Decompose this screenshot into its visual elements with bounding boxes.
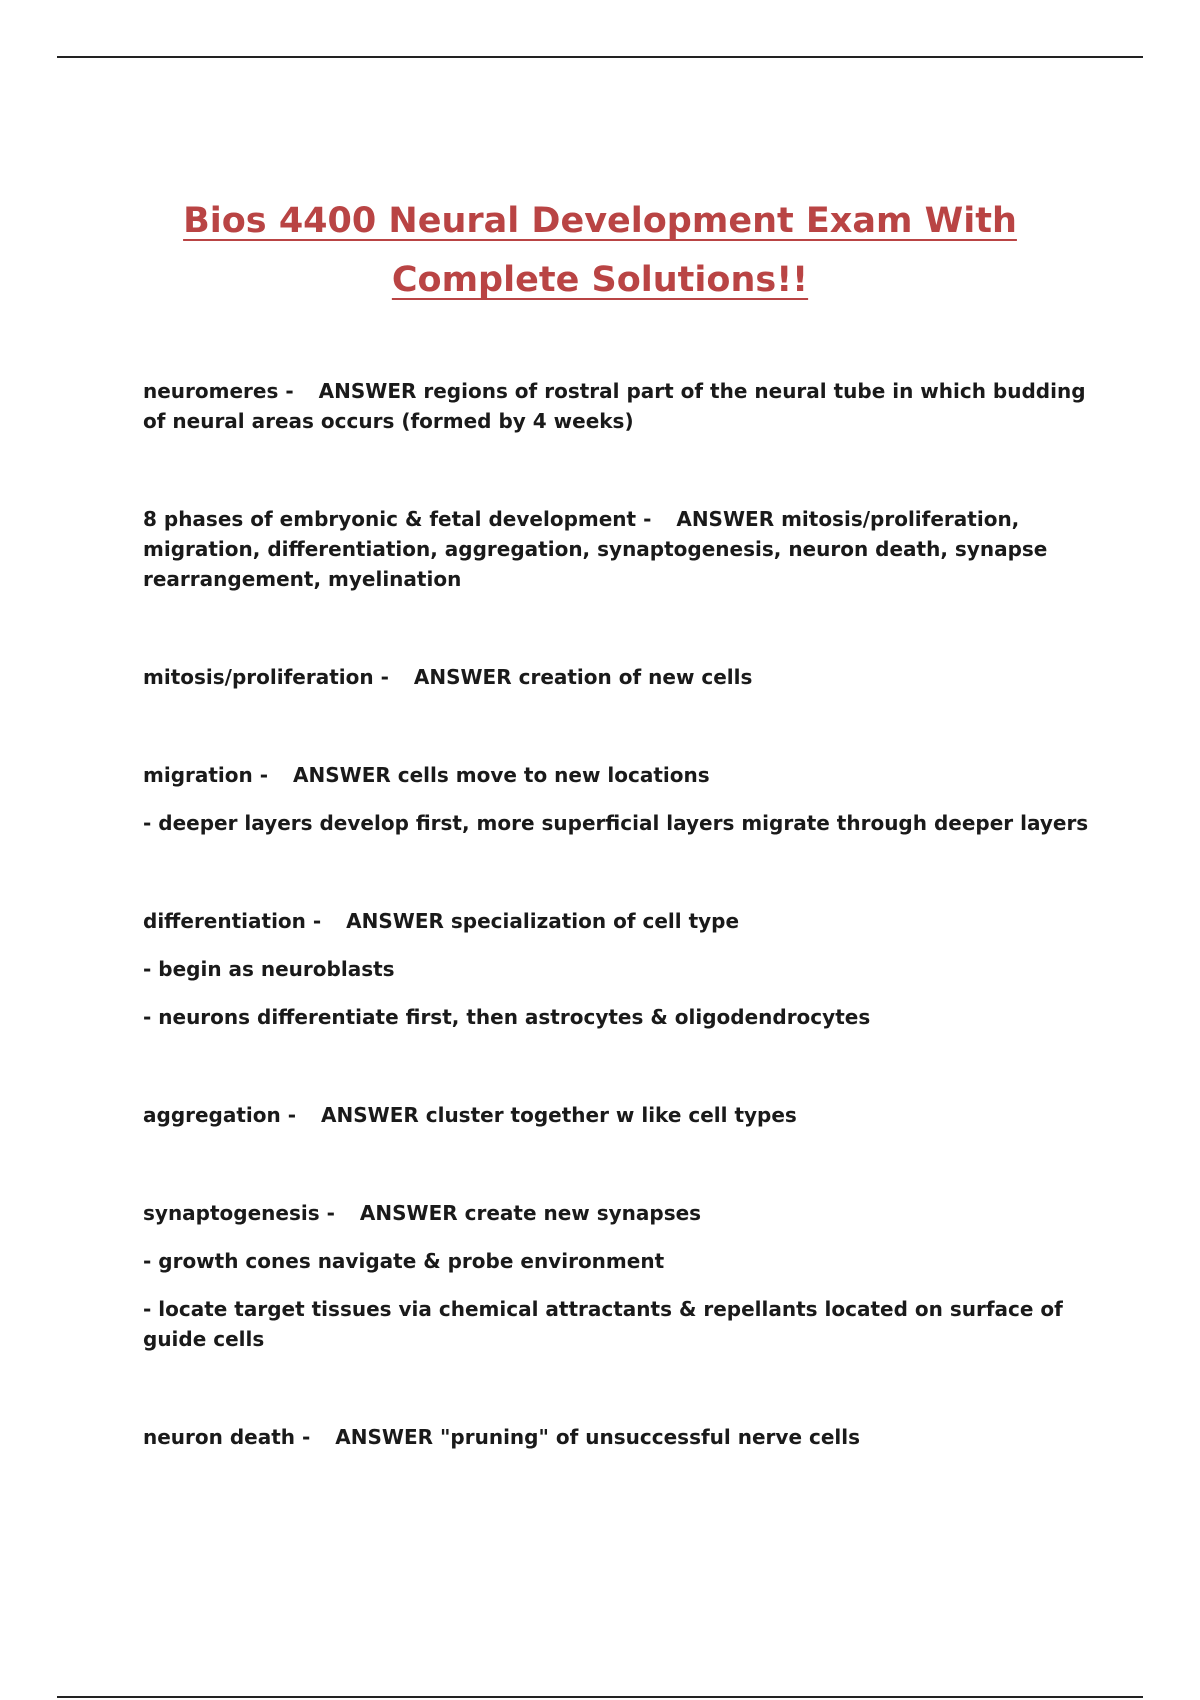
answer-label: ANSWER — [413, 665, 512, 689]
separator: - — [285, 379, 294, 403]
qa-entry-differentiation — [143, 906, 1103, 1032]
qa-line — [143, 1422, 1103, 1452]
qa-line — [143, 376, 1103, 436]
separator: - — [287, 1103, 297, 1127]
title-line-2: Complete Solutions!! — [391, 260, 809, 300]
qa-list — [143, 376, 1103, 1520]
answer-note: - neurons differentiate first, then astrocytes & oligodendrocytes — [143, 1005, 871, 1029]
answer-text: mitosis/proliferation, migration, differentiation, aggregation, synaptogenesis, neuron death, synapse rearrangement, myelination — [143, 507, 1048, 591]
term: synaptogenesis — [143, 1201, 320, 1225]
term: 8 phases of embryonic & fetal development — [143, 507, 637, 531]
answer-label: ANSWER — [676, 507, 775, 531]
qa-line — [143, 760, 1103, 790]
separator: - — [326, 1201, 335, 1225]
term: neuron death — [143, 1425, 296, 1449]
separator: - — [312, 909, 322, 933]
qa-entry-8-phases — [143, 504, 1103, 594]
top-rule — [57, 56, 1143, 58]
answer-label: ANSWER — [293, 763, 391, 787]
term: mitosis/proliferation — [143, 665, 374, 689]
term: aggregation — [143, 1103, 281, 1127]
separator: - — [643, 507, 652, 531]
separator: - — [302, 1425, 311, 1449]
answer-label: ANSWER — [335, 1425, 434, 1449]
separator: - — [259, 763, 269, 787]
qa-entry-migration — [143, 760, 1103, 838]
answer-note: - growth cones navigate & probe environment — [143, 1249, 665, 1273]
answer-label: ANSWER — [318, 379, 417, 403]
answer-text: "pruning" of unsuccessful nerve cells — [440, 1425, 860, 1449]
answer-note: - begin as neuroblasts — [143, 957, 395, 981]
answer-text: create new synapses — [464, 1201, 702, 1225]
answer-label: ANSWER — [346, 909, 444, 933]
answer-text: cells move to new locations — [397, 763, 710, 787]
qa-line — [143, 662, 1103, 692]
title-line-1: Bios 4400 Neural Development Exam With — [183, 201, 1017, 241]
qa-line — [143, 1198, 1103, 1228]
term: migration — [143, 763, 253, 787]
term: neuromeres — [143, 379, 279, 403]
answer-text: creation of new cells — [518, 665, 753, 689]
answer-label: ANSWER — [359, 1201, 458, 1225]
qa-entry-synaptogenesis — [143, 1198, 1103, 1354]
qa-entry-neuromeres — [143, 376, 1103, 436]
qa-line — [143, 906, 1103, 936]
bottom-rule — [57, 1696, 1143, 1698]
answer-label: ANSWER — [321, 1103, 419, 1127]
answer-note: - deeper layers develop first, more superficial layers migrate through deeper layers — [143, 811, 1089, 835]
qa-entry-neuron-death — [143, 1422, 1103, 1452]
qa-line — [143, 1100, 1103, 1130]
qa-entry-aggregation — [143, 1100, 1103, 1130]
document-title — [100, 192, 1100, 310]
answer-note: - locate target tissues via chemical attractants & repellants located on surface of guide cells — [143, 1297, 1063, 1351]
term: differentiation — [143, 909, 306, 933]
answer-text: cluster together w like cell types — [425, 1103, 797, 1127]
qa-line — [143, 504, 1103, 594]
answer-text: specialization of cell type — [450, 909, 740, 933]
separator: - — [380, 665, 389, 689]
qa-entry-mitosis — [143, 662, 1103, 692]
answer-text: regions of rostral part of the neural tube in which budding of neural areas occurs (formed by 4 weeks) — [143, 379, 1086, 433]
